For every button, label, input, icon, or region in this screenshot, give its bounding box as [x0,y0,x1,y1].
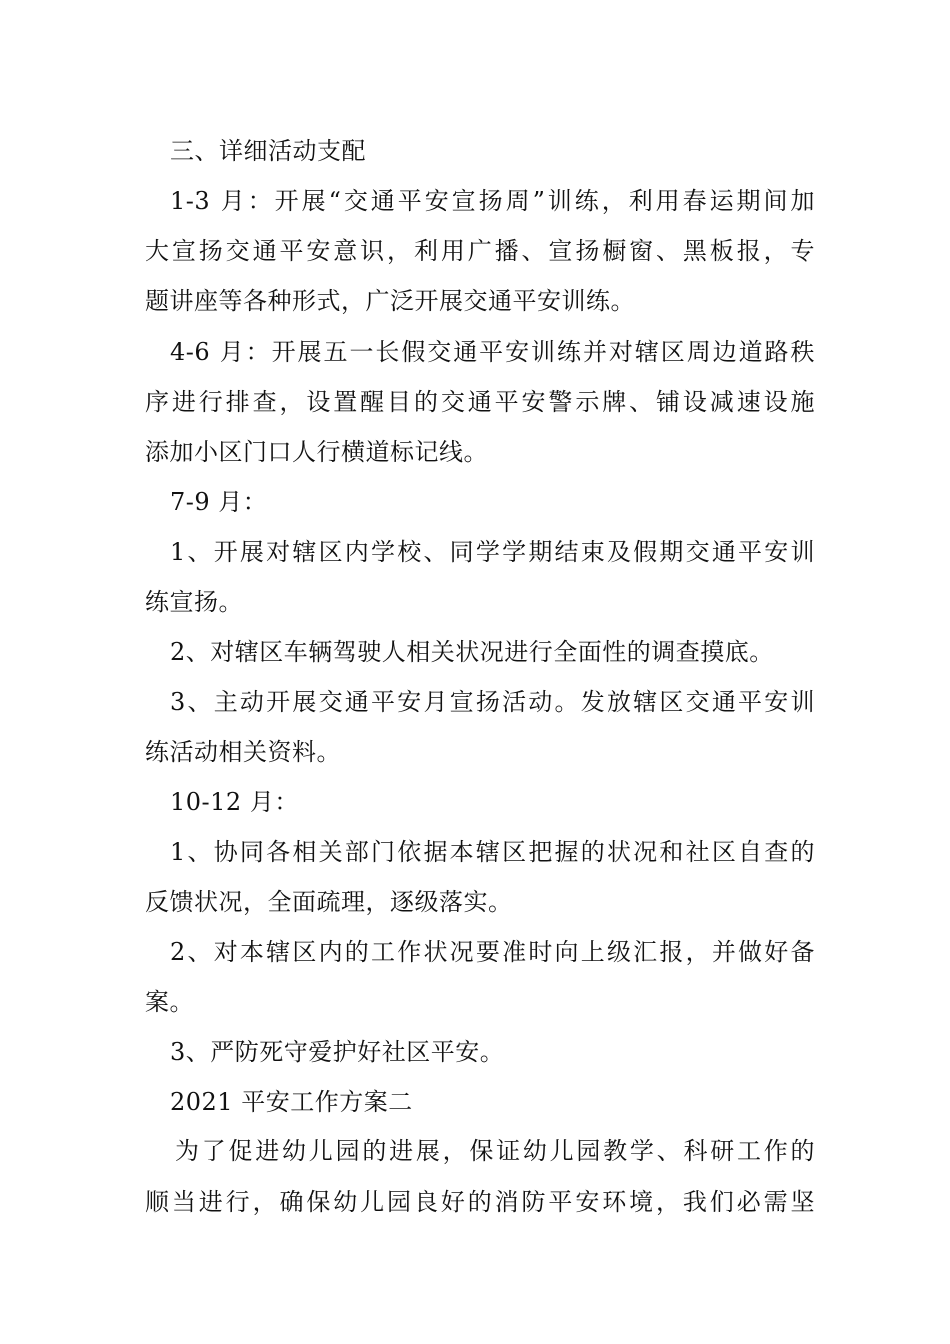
period-heading: 10-12 月： [170,788,299,816]
paragraph-line: 序进行排查，设置醒目的交通平安警示牌、铺设减速设施 [145,388,815,416]
list-item-continuation: 案。 [145,988,194,1016]
list-item: 3、主动开展交通平安月宣扬活动。发放辖区交通平安训 [170,688,815,716]
paragraph-line: 大宣扬交通平安意识，利用广播、宣扬橱窗、黑板报，专 [145,237,815,265]
paragraph-line: 添加小区门口人行横道标记线。 [145,438,488,466]
list-item: 1、开展对辖区内学校、同学学期结束及假期交通平安训 [170,538,815,566]
period-heading: 7-9 月： [170,488,268,516]
list-item-continuation: 练宣扬。 [145,588,243,616]
list-item: 2、对本辖区内的工作状况要准时向上级汇报，并做好备 [170,938,815,966]
list-item: 1、协同各相关部门依据本辖区把握的状况和社区自查的 [170,838,815,866]
paragraph-line: 为了促进幼儿园的进展，保证幼儿园教学、科研工作的 [175,1137,815,1165]
paragraph-line: 4-6 月：开展五一长假交通平安训练并对辖区周边道路秩 [170,338,815,366]
section-title: 2021 平安工作方案二 [170,1088,413,1116]
paragraph-line: 题讲座等各种形式，广泛开展交通平安训练。 [145,287,635,315]
paragraph-line: 1-3 月：开展“交通平安宣扬周”训练，利用春运期间加 [170,187,815,215]
list-item: 3、严防死守爱护好社区平安。 [170,1038,505,1066]
list-item: 2、对辖区车辆驾驶人相关状况进行全面性的调查摸底。 [170,638,774,666]
list-item-continuation: 练活动相关资料。 [145,738,341,766]
list-item-continuation: 反馈状况，全面疏理，逐级落实。 [145,888,513,916]
section-heading: 三、详细活动支配 [170,137,366,165]
paragraph-line: 顺当进行，确保幼儿园良好的消防平安环境，我们必需坚 [145,1188,815,1216]
